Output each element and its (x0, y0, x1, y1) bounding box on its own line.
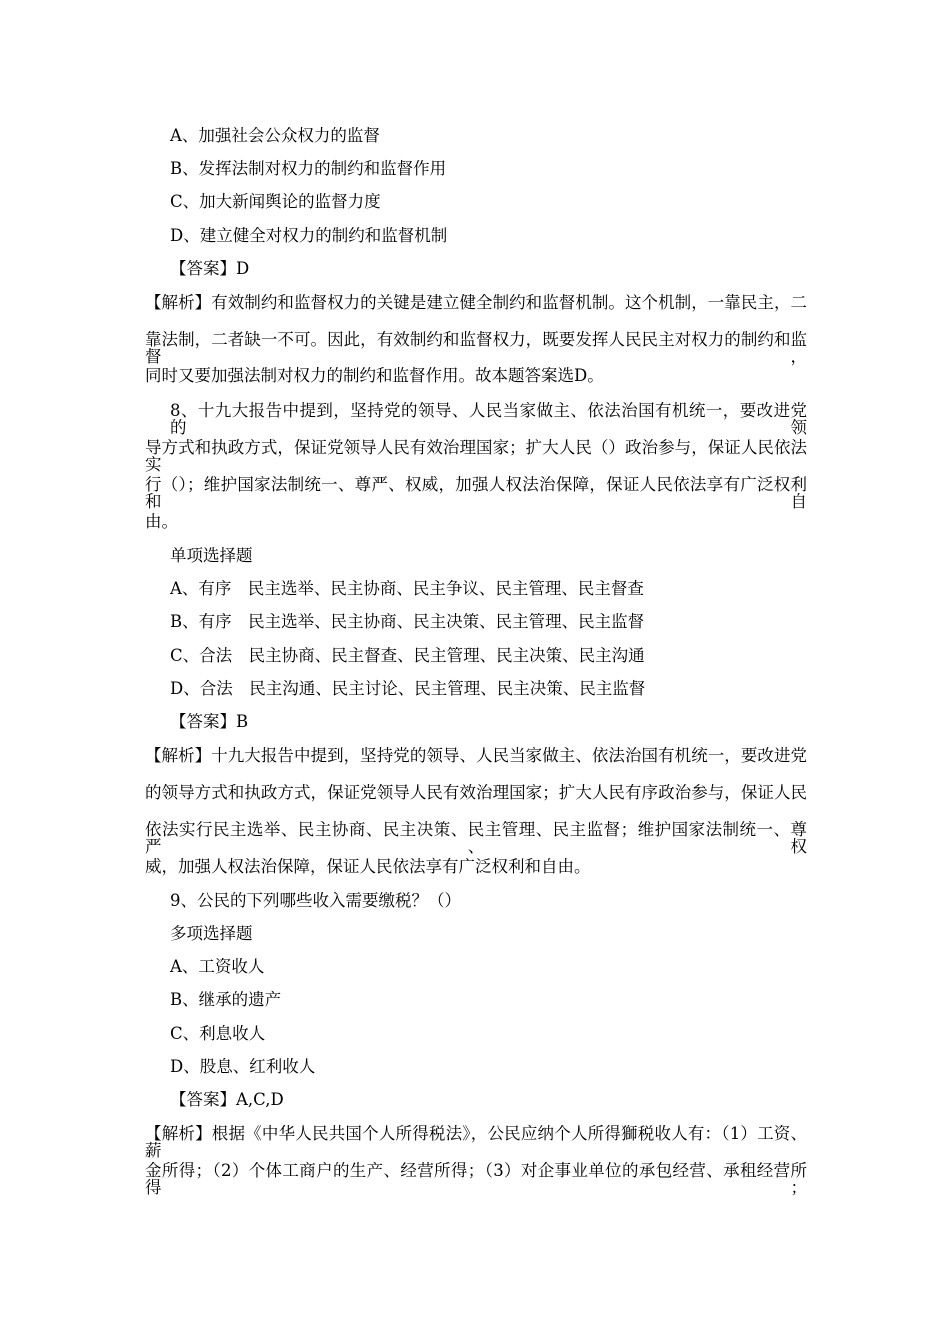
q8-stem-line: 行（）；维护国家法制统一、尊严、权威，加强人权法治保障，保证人民依法享有广泛权利和自 (145, 475, 807, 511)
q7-option-b: B、发挥法制对权力的制约和监督作用 (170, 159, 447, 178)
q7-analysis-line: 【解析】有效制约和监督权力的关键是建立健全制约和监督机制。这个机制，一靠民主，二 (145, 293, 807, 312)
q9-option-b: B、继承的遗产 (170, 990, 282, 1009)
q9-answer: 【答案】A,C,D (170, 1090, 284, 1109)
q9-question-type: 多项选择题 (170, 924, 253, 943)
q8-option-b: B、有序 民主选举、民主协商、民主决策、民主管理、民主监督 (170, 612, 645, 631)
q9-stem: 9、公民的下列哪些收入需要缴税？（） (170, 891, 461, 910)
q7-analysis-line: 同时又要加强法制对权力的制约和监督作用。故本题答案选D。 (145, 366, 604, 385)
q8-question-type: 单项选择题 (170, 546, 253, 565)
q8-option-a: A、有序 民主选举、民主协商、民主争议、民主管理、民主督查 (170, 579, 644, 598)
q7-analysis-line: 靠法制，二者缺一不可。因此，有效制约和监督权力，既要发挥人民民主对权力的制约和监督， (145, 330, 807, 366)
q7-option-a: A、加强社会公众权力的监督 (170, 126, 380, 145)
q8-option-d: D、合法 民主沟通、民主讨论、民主管理、民主决策、民主监督 (170, 679, 646, 698)
q9-option-c: C、利息收人 (170, 1024, 266, 1043)
q8-option-c: C、合法 民主协商、民主督查、民主管理、民主决策、民主沟通 (170, 646, 645, 665)
q8-analysis-line: 威，加强人权法治保障，保证人民依法享有广泛权利和自由。 (145, 857, 591, 876)
q8-answer: 【答案】B (170, 712, 249, 731)
q8-stem-line: 导方式和执政方式，保证党领导人民有效治理国家；扩大人民（）政治参与，保证人民依法实 (145, 438, 807, 474)
q8-stem-line: 由。 (145, 512, 178, 531)
q8-analysis-line: 的领导方式和执政方式，保证党领导人民有效治理国家；扩大人民有序政治参与，保证人民 (145, 783, 807, 802)
q8-stem-line: 8、十九大报告中提到，坚持党的领导、人民当家做主、依法治国有机统一，要改进党的领 (170, 401, 807, 437)
q7-answer: 【答案】D (170, 259, 250, 278)
q9-analysis-line: 【解析】根据《中华人民共国个人所得税法》，公民应纳个人所得獅税收人有：（1）工资、薪 (145, 1124, 807, 1160)
q9-option-d: D、股息、红利收人 (170, 1057, 316, 1076)
q7-option-d: D、建立健全对权力的制约和监督机制 (170, 226, 448, 245)
q9-analysis-line: 金所得；（2）个体工商户的生产、经营所得；（3）对企事业单位的承包经营、承租经营所得； (145, 1161, 807, 1197)
q9-option-a: A、工资收人 (170, 957, 265, 976)
q8-analysis-line: 【解析】十九大报告中提到，坚持党的领导、人民当家做主、依法治国有机统一，要改进党 (145, 746, 807, 765)
q7-option-c: C、加大新闻舆论的监督力度 (170, 192, 381, 211)
q8-analysis-line: 依法实行民主选举、民主协商、民主决策、民主管理、民主监督；维护国家法制统一、尊严、权 (145, 820, 807, 856)
